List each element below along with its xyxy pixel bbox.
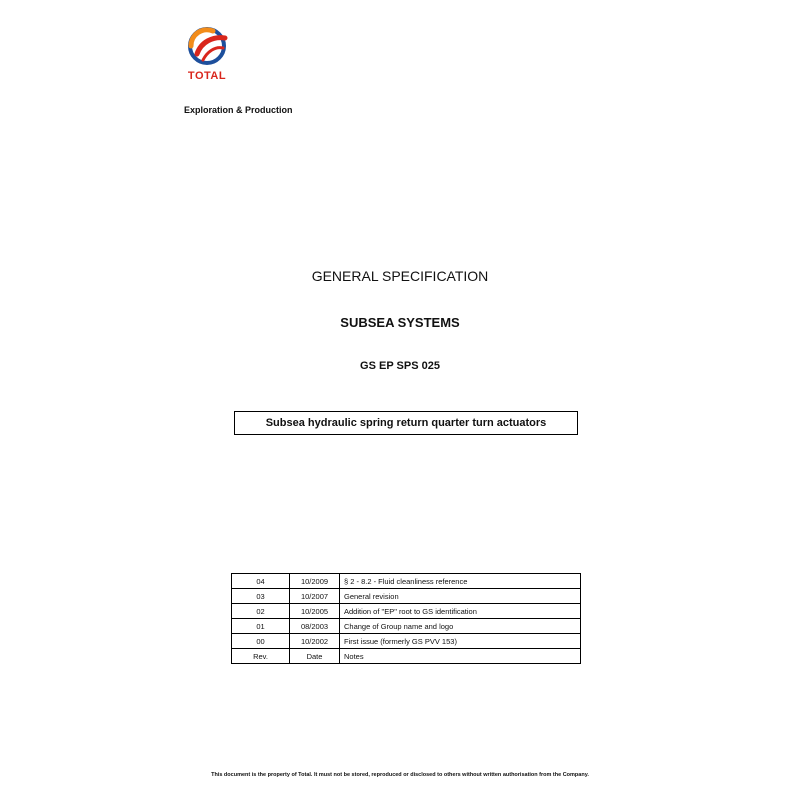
revision-notes: § 2 - 8.2 - Fluid cleanliness reference xyxy=(340,574,581,589)
company-logo xyxy=(183,24,231,86)
revision-date: 10/2002 xyxy=(290,634,340,649)
revision-number: 03 xyxy=(232,589,290,604)
header-rev: Rev. xyxy=(232,649,290,664)
revision-notes: General revision xyxy=(340,589,581,604)
revision-date: 10/2009 xyxy=(290,574,340,589)
revision-notes: First issue (formerly GS PVV 153) xyxy=(340,634,581,649)
logo-wordmark: TOTAL xyxy=(187,70,227,82)
revision-header-row xyxy=(232,649,581,664)
revision-row xyxy=(232,604,581,619)
document-subject-box: Subsea hydraulic spring return quarter turn actuators xyxy=(234,411,578,435)
revision-notes: Change of Group name and logo xyxy=(340,619,581,634)
document-type: GENERAL SPECIFICATION xyxy=(311,268,489,284)
revision-number: 01 xyxy=(232,619,290,634)
revision-row xyxy=(232,634,581,649)
header-date: Date xyxy=(290,649,340,664)
revision-date: 08/2003 xyxy=(290,619,340,634)
total-logo-emblem xyxy=(183,24,231,68)
revision-notes: Addition of "EP" root to GS identification xyxy=(340,604,581,619)
document-reference: GS EP SPS 025 xyxy=(360,360,440,372)
document-title: SUBSEA SYSTEMS xyxy=(340,315,460,330)
revision-number: 04 xyxy=(232,574,290,589)
revision-row xyxy=(232,574,581,589)
division-name: Exploration & Production xyxy=(184,105,293,115)
revision-row xyxy=(232,619,581,634)
revision-date: 10/2005 xyxy=(290,604,340,619)
header-notes: Notes xyxy=(340,649,581,664)
revision-number: 00 xyxy=(232,634,290,649)
revision-number: 02 xyxy=(232,604,290,619)
revision-table xyxy=(231,573,581,664)
revision-row xyxy=(232,589,581,604)
confidentiality-footer: This document is the property of Total. It must not be stored, reproduced or disclosed to others without written authorisation from the Company. xyxy=(211,772,589,778)
revision-date: 10/2007 xyxy=(290,589,340,604)
